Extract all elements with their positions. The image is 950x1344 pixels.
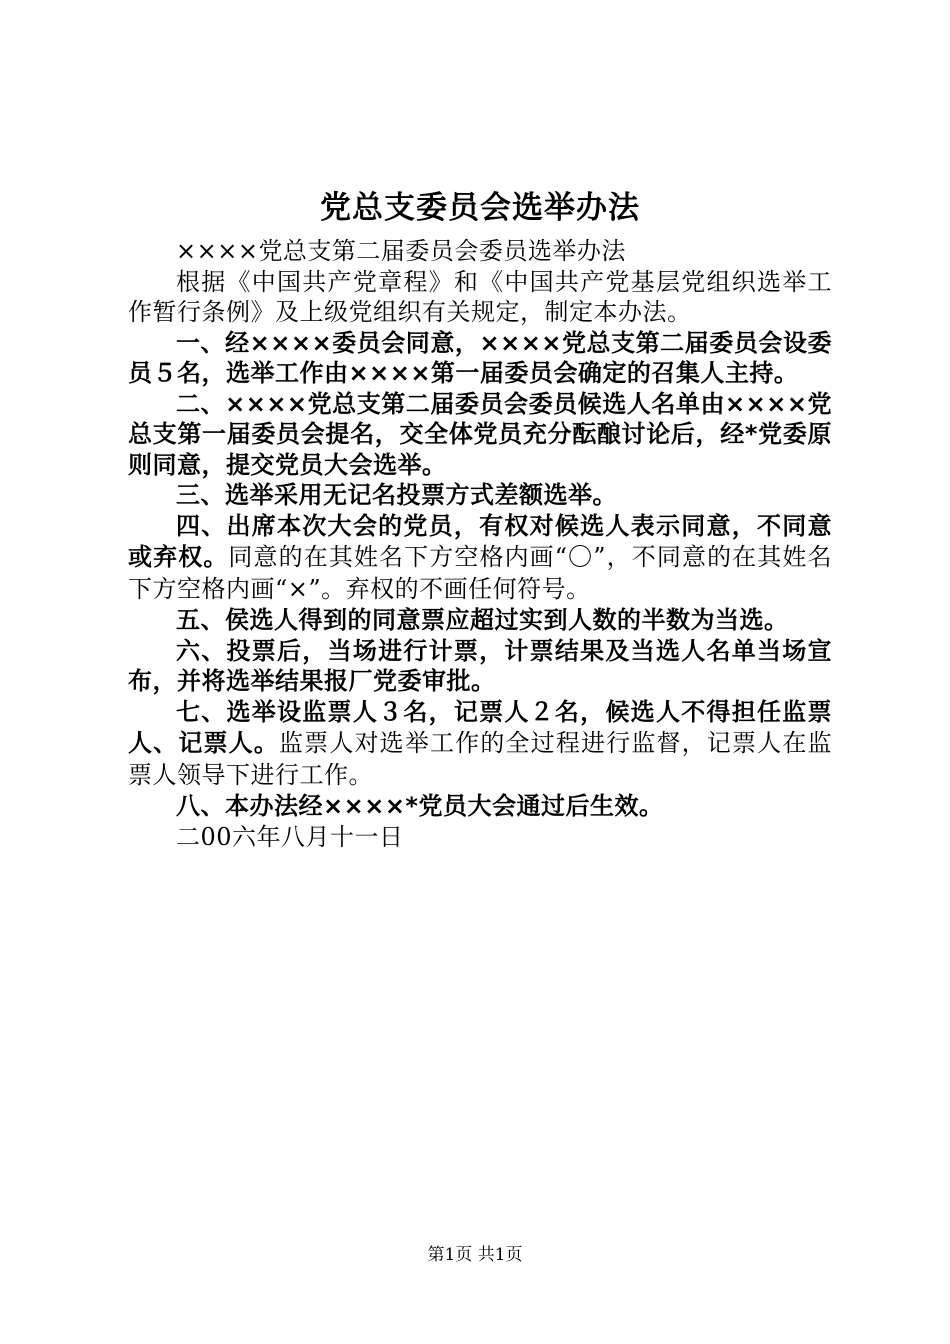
document-body: [128, 236, 832, 852]
document-date: 二00六年八月十一日: [176, 822, 404, 851]
page-footer: 第1页 共1页: [427, 1245, 523, 1265]
article-2: 二、××××党总支第二届委员会委员候选人名单由××××党总支第一届委员会提名，交全体党员充分酝酿讨论后，经*党委原则同意，提交党员大会选举。: [128, 389, 832, 479]
subtitle-paragraph: ××××党总支第二届委员会委员选举办法: [176, 237, 626, 265]
article-7-detail: 监票人对选举工作的全过程进行监督，记票人在监票人领导下进行工作。: [128, 729, 832, 789]
document-title: 党总支委员会选举办法: [320, 190, 640, 226]
article-1: 一、经××××委员会同意，××××党总支第二届委员会设委员５名，选举工作由××××第一届委员会确定的召集人主持。: [128, 328, 832, 387]
article-4: [128, 511, 832, 606]
preamble-paragraph: 根据《中国共产党章程》和《中国共产党基层党组织选举工作暂行条例》及上级党组织有关规定，制定本办法。: [128, 267, 832, 326]
article-8: 八、本办法经××××*党员大会通过后生效。: [176, 792, 664, 820]
article-4-detail: 同意的在其姓名下方空格内画“〇”，不同意的在其姓名下方空格内画“×”。弃权的不画任何符号。: [128, 543, 832, 603]
article-3: 三、选举采用无记名投票方式差额选举。: [176, 481, 617, 509]
article-4-main: 四、出席本次大会的党员，有权对候选人表示同意，不同意或弃权。: [128, 511, 832, 571]
article-7: [128, 697, 832, 792]
article-7-main: 七、选举设监票人３名，记票人２名，候选人不得担任监票人、记票人。: [128, 697, 832, 757]
article-6: 六、投票后，当场进行计票，计票结果及当选人名单当场宣布，并将选举结果报厂党委审批。: [128, 636, 832, 695]
article-5: 五、侯选人得到的同意票应超过实到人数的半数为当选。: [176, 606, 789, 634]
